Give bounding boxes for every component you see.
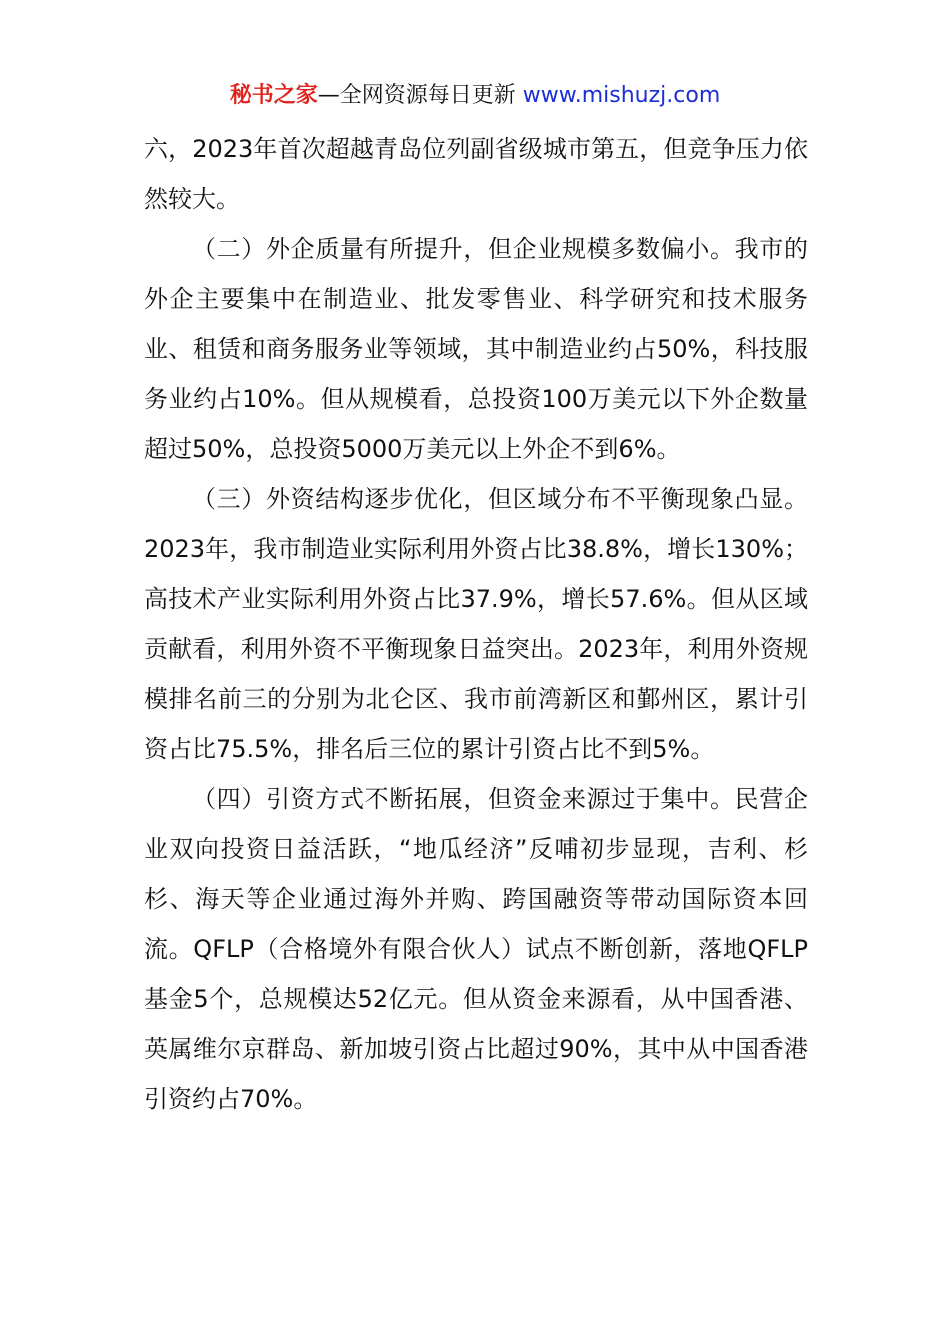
site-tagline: —全网资源每日更新 xyxy=(317,83,523,108)
document-body xyxy=(144,124,808,1124)
site-url-link[interactable]: www.mishuzj.com xyxy=(522,83,721,108)
site-header xyxy=(0,80,950,112)
paragraph-continuation: 六，2023年首次超越青岛位列副省级城市第五，但竞争压力依然较大。 xyxy=(144,135,808,213)
paragraph-foreign-enterprise-quality: （二）外企质量有所提升，但企业规模多数偏小。我市的外企主要集中在制造业、批发零售业、科学研究和技术服务业、租赁和商务服务业等领域，其中制造业约占50%，科技服务业约占10%。但从规模看，总投资100万美元以下外企数量超过50%，总投资5000万美元以上外企不到6%。 xyxy=(144,235,808,463)
site-brand: 秘书之家 xyxy=(229,83,318,108)
paragraph-investment-structure: （三）外资结构逐步优化，但区域分布不平衡现象凸显。2023年，我市制造业实际利用外资占比38.8%，增长130%；高技术产业实际利用外资占比37.9%，增长57.6%。但从区域贡献看，利用外资不平衡现象日益突出。2023年，利用外资规模排名前三的分别为北仑区、我市前湾新区和鄞州区，累计引资占比75.5%，排名后三位的累计引资占比不到5%。 xyxy=(144,485,808,763)
paragraph-investment-methods: （四）引资方式不断拓展，但资金来源过于集中。民营企业双向投资日益活跃，“地瓜经济”反哺初步显现，吉利、杉杉、海天等企业通过海外并购、跨国融资等带动国际资本回流。QFLP（合格境外有限合伙人）试点不断创新，落地QFLP基金5个，总规模达52亿元。但从资金来源看，从中国香港、英属维尔京群岛、新加坡引资占比超过90%，其中从中国香港引资约占70%。 xyxy=(144,785,808,1113)
